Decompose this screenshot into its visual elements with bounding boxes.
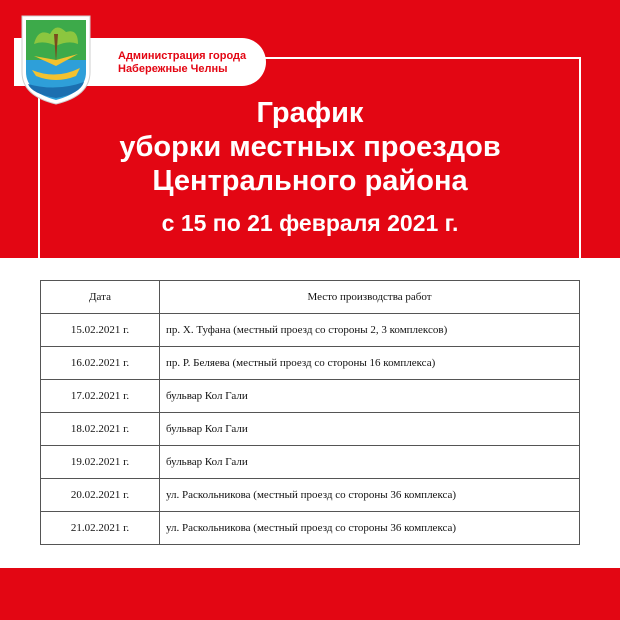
cell-place: ул. Раскольникова (местный проезд со стороны 36 комплекса) <box>160 512 580 545</box>
table-row <box>41 314 580 347</box>
header-place: Место производства работ <box>160 281 580 314</box>
cell-date: 16.02.2021 г. <box>41 347 160 380</box>
organization-name <box>118 50 268 76</box>
table-row <box>41 380 580 413</box>
org-name-line-2: Набережные Челны <box>118 63 228 75</box>
cell-date: 21.02.2021 г. <box>41 512 160 545</box>
cell-place: ул. Раскольникова (местный проезд со стороны 36 комплекса) <box>160 479 580 512</box>
header-date: Дата <box>41 281 160 314</box>
table-header-row <box>41 281 580 314</box>
schedule-table <box>40 280 580 545</box>
title-line-3: Центрального района <box>152 165 468 197</box>
cell-place: бульвар Кол Гали <box>160 446 580 479</box>
date-range: с 15 по 21 февраля 2021 г. <box>161 210 459 236</box>
title-line-2: уборки местных проездов <box>119 131 501 163</box>
table-row <box>41 512 580 545</box>
table-row <box>41 413 580 446</box>
cell-date: 20.02.2021 г. <box>41 479 160 512</box>
cell-date: 15.02.2021 г. <box>41 314 160 347</box>
frame-line-top <box>265 57 581 59</box>
table-row <box>41 347 580 380</box>
table-row <box>41 479 580 512</box>
coat-of-arms-icon <box>20 14 92 106</box>
cell-place: бульвар Кол Гали <box>160 380 580 413</box>
cell-place: пр. Р. Беляева (местный проезд со стороны 16 комплекса) <box>160 347 580 380</box>
table-row <box>41 446 580 479</box>
cell-date: 18.02.2021 г. <box>41 413 160 446</box>
cell-date: 19.02.2021 г. <box>41 446 160 479</box>
org-name-line-1: Администрация города <box>118 50 247 62</box>
cell-date: 17.02.2021 г. <box>41 380 160 413</box>
cell-place: пр. Х. Туфана (местный проезд со стороны 2, 3 комплексов) <box>160 314 580 347</box>
cell-place: бульвар Кол Гали <box>160 413 580 446</box>
page-title <box>0 96 620 198</box>
title-line-1: График <box>256 97 364 129</box>
